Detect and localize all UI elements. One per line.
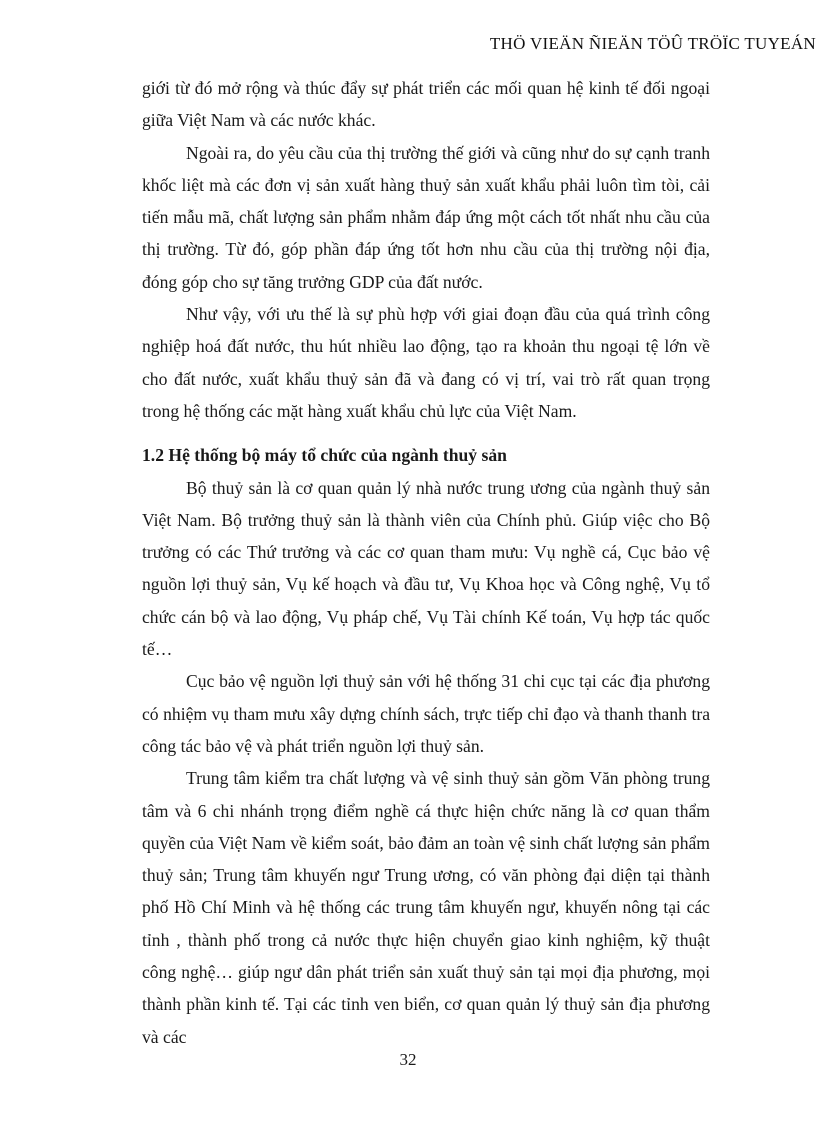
page-number: 32 — [399, 1050, 417, 1069]
paragraph: Như vậy, với ưu thế là sự phù hợp với giai đoạn đầu của quá trình công nghiệp hoá đất nước, thu hút nhiều lao động, tạo ra khoản thu ngoại tệ lớn về cho đất nước, xuất khẩu thuỷ sản đã và đang có vị trí, vai trò rất quan trọng trong hệ thống các mặt hàng xuất khẩu chủ lực của Việt Nam. — [142, 304, 710, 421]
paragraph: Bộ thuỷ sản là cơ quan quản lý nhà nước trung ương của ngành thuỷ sản Việt Nam. Bộ trưởng thuỷ sản là thành viên của Chính phủ. Giúp việc cho Bộ trưởng có các Thứ trưởng và các cơ quan tham mưu: Vụ nghề cá, Cục bảo vệ nguồn lợi thuỷ sản, Vụ kế hoạch và đầu tư, Vụ Khoa học và Công nghệ, Vụ tổ chức cán bộ và lao động, Vụ pháp chế, Vụ Tài chính Kế toán, Vụ hợp tác quốc tế… — [142, 477, 710, 660]
paragraph-continuation: giới từ đó mở rộng và thúc đẩy sự phát triển các mối quan hệ kinh tế đối ngoại giữa Việt Nam và các nước khác. — [142, 78, 710, 131]
paragraph: Trung tâm kiểm tra chất lượng và vệ sinh thuỷ sản gồm Văn phòng trung tâm và 6 chi nhánh trọng điểm nghề cá thực hiện chức năng là cơ quan thẩm quyền của Việt Nam về kiểm soát, bảo đảm an toàn vệ sinh chất lượng sản phẩm thuỷ sản; Trung tâm khuyến ngư Trung ương, có văn phòng đại diện tại thành phố Hồ Chí Minh và hệ thống các trung tâm khuyến ngư, khuyến nông tại các tỉnh , thành phố trong cả nước thực hiện chuyển giao kinh nghiệm, kỹ thuật công nghệ… giúp ngư dân phát triển sản xuất thuỷ sản tại mọi địa phương, mọi thành phần kinh tế. Tại các tỉnh ven biển, cơ quan quản lý thuỷ sản địa phương và các — [142, 768, 710, 1047]
page-body — [142, 72, 710, 1053]
paragraph: Ngoài ra, do yêu cầu của thị trường thế giới và cũng như do sự cạnh tranh khốc liệt mà các đơn vị sản xuất hàng thuỷ sản xuất khẩu phải luôn tìm tòi, cải tiến mẫu mã, chất lượng sản phẩm nhằm đáp ứng một cách tốt nhất nhu cầu của thị trường. Từ đó, góp phần đáp ứng tốt hơn nhu cầu của thị trường nội địa, đóng góp cho sự tăng trưởng GDP của đất nước. — [142, 142, 710, 292]
paragraph: Cục bảo vệ nguồn lợi thuỷ sản với hệ thống 31 chi cục tại các địa phương có nhiệm vụ tham mưu xây dựng chính sách, trực tiếp chỉ đạo và thanh thanh tra công tác bảo vệ và phát triển nguồn lợi thuỷ sản. — [142, 671, 710, 756]
running-header: THÖ VIEÄN ÑIEÄN TÖÛ TRÖÏC TUYEÁN — [489, 34, 816, 53]
section-heading: 1.2 Hệ thống bộ máy tổ chức của ngành thuỷ sản — [142, 445, 507, 466]
